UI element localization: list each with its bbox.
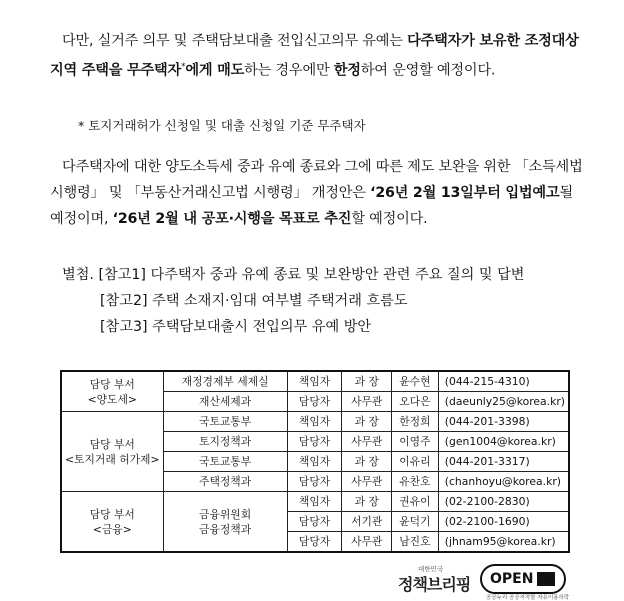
org-cell: 국토교통부 <box>163 452 287 472</box>
name-cell: 유찬호 <box>391 472 438 492</box>
attachment-3: [참고3] 주택담보대출시 전입의무 유예 방안 <box>100 319 372 335</box>
paragraph-1-text-2: 하는 경우에만 <box>244 62 334 79</box>
footer-logos <box>392 564 570 601</box>
contact-cell[interactable]: (jhnam95@korea.kr) <box>438 532 569 553</box>
contacts-table <box>60 370 570 553</box>
paragraph-2-text-3: 할 예정이다. <box>351 211 428 227</box>
paragraph-2-bold-2: ‘26년 2월 내 공포·시행을 목표로 추진 <box>112 211 352 227</box>
attachment-2: [참고2] 주택 소재지·임대 여부별 주택거래 흐름도 <box>100 293 408 309</box>
name-cell: 권유이 <box>391 492 438 512</box>
dept-cell-land: 담당 부서 <토지거래 허가제> <box>61 412 163 492</box>
attachments-label: 별첨. <box>62 267 94 283</box>
contact-cell: (044-201-3398) <box>438 412 569 432</box>
title-cell: 사무관 <box>342 432 391 452</box>
title-cell: 과 장 <box>342 371 391 392</box>
org-cell: 주택정책과 <box>163 472 287 492</box>
paragraph-1-bold-1: 다주택자가 보유한 조정대상지역 주택을 무주택자 <box>50 33 579 79</box>
contact-cell[interactable]: (daeunly25@korea.kr) <box>438 392 569 412</box>
paragraph-1-bold-2: 에게 매도 <box>185 62 245 79</box>
contact-cell: (044-215-4310) <box>438 371 569 392</box>
name-cell: 이영주 <box>391 432 438 452</box>
org-cell: 금융위원회 금융정책과 <box>163 492 287 553</box>
contact-cell[interactable]: (gen1004@korea.kr) <box>438 432 569 452</box>
paragraph-2-bold-1: ‘26년 2월 13일부터 입법예고 <box>370 185 560 201</box>
attachments <box>62 262 524 340</box>
paragraph-2 <box>50 154 590 232</box>
role-cell: 담당자 <box>287 432 342 452</box>
table-row <box>61 492 569 512</box>
contact-cell: (02-2100-2830) <box>438 492 569 512</box>
name-cell: 남진호 <box>391 532 438 553</box>
paragraph-2-text: 다주택자에 대한 양도소득세 중과 유예 종료와 그에 따른 제도 보완을 위한 「소득세법 시행령」 및 「부동산거래신고법 시행령」 개정안은 <box>50 159 583 201</box>
title-cell: 사무관 <box>342 532 391 553</box>
title-cell: 과 장 <box>342 492 391 512</box>
role-cell: 책임자 <box>287 492 342 512</box>
role-cell: 책임자 <box>287 412 342 432</box>
org-cell: 토지정책과 <box>163 432 287 452</box>
role-cell: 책임자 <box>287 452 342 472</box>
paragraph-1-text-3: 하여 운영할 예정이다. <box>360 62 496 79</box>
footnote-marker: * <box>181 62 186 72</box>
license-icon <box>537 572 555 586</box>
footnote: * 토지거래허가 신청일 및 대출 신청일 기준 무주택자 <box>78 118 366 133</box>
title-cell: 과 장 <box>342 412 391 432</box>
org-cell: 국토교통부 <box>163 412 287 432</box>
org-cell: 재산세제과 <box>163 392 287 412</box>
contact-cell[interactable]: (chanhoyu@korea.kr) <box>438 472 569 492</box>
name-cell: 윤수현 <box>391 371 438 392</box>
name-cell: 오다은 <box>391 392 438 412</box>
table-row <box>61 371 569 392</box>
paragraph-1-text: 다만, 실거주 의무 및 주택담보대출 전입신고의무 유예는 <box>62 33 408 49</box>
table-row <box>61 412 569 432</box>
title-cell: 과 장 <box>342 452 391 472</box>
name-cell: 이유리 <box>391 452 438 472</box>
role-cell: 담당자 <box>287 472 342 492</box>
paragraph-1 <box>50 28 590 84</box>
kogl-open-logo: OPEN 공공누리 공공저작물 자유이용허락 <box>480 564 566 594</box>
paragraph-1-bold-3: 한정 <box>333 62 361 79</box>
dept-cell-tax: 담당 부서 <양도세> <box>61 371 163 412</box>
name-cell: 윤덕기 <box>391 512 438 532</box>
org-cell: 재정경제부 세제실 <box>163 371 287 392</box>
role-cell: 담당자 <box>287 532 342 553</box>
role-cell: 책임자 <box>287 371 342 392</box>
attachment-1 <box>62 262 524 288</box>
title-cell: 사무관 <box>342 392 391 412</box>
policy-briefing-logo: 대한민국 정책브리핑 <box>398 565 471 594</box>
dept-cell-finance: 담당 부서 <금융> <box>61 492 163 553</box>
title-cell: 사무관 <box>342 472 391 492</box>
name-cell: 한정희 <box>391 412 438 432</box>
attachment-item: [참고1] 다주택자 중과 유예 종료 및 보완방안 관련 주요 질의 및 답변 <box>98 267 525 283</box>
title-cell: 서기관 <box>342 512 391 532</box>
role-cell: 담당자 <box>287 392 342 412</box>
paragraph-2-text-2: 될 예정이며, <box>50 185 573 227</box>
contact-cell: (044-201-3317) <box>438 452 569 472</box>
contact-cell: (02-2100-1690) <box>438 512 569 532</box>
role-cell: 담당자 <box>287 512 342 532</box>
